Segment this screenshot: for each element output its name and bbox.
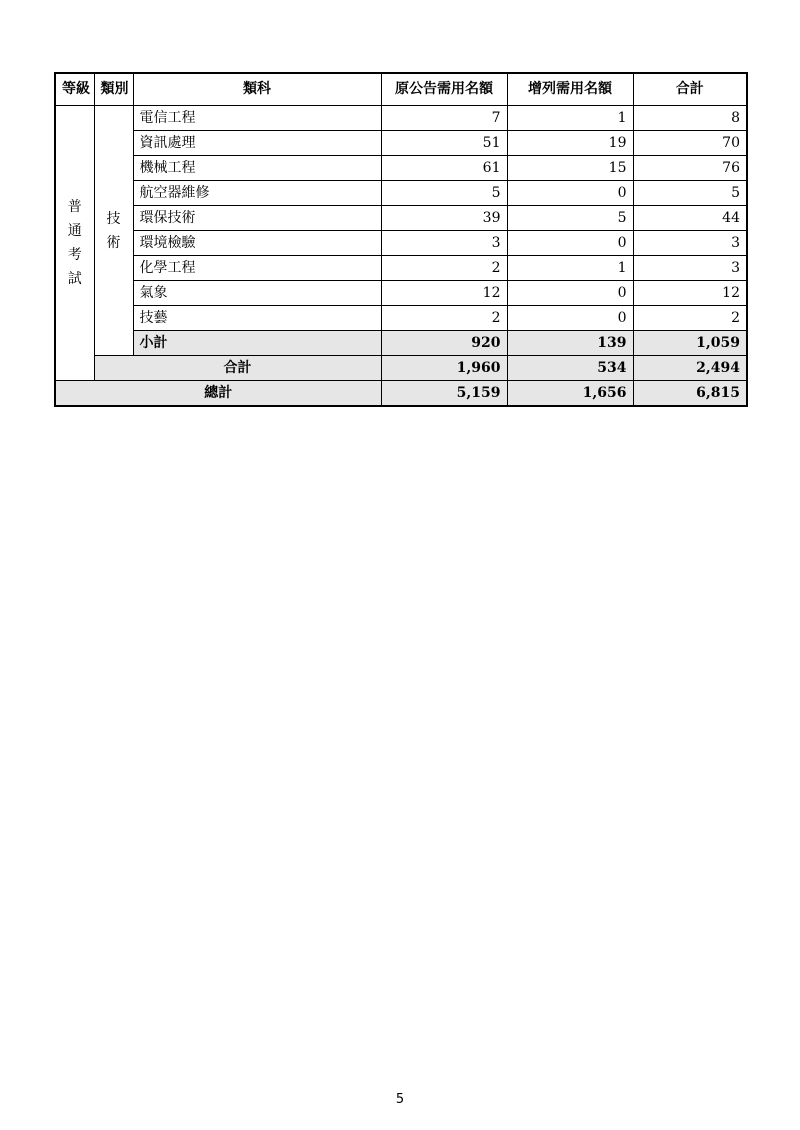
header-row xyxy=(55,73,747,106)
subject-name: 氣象 xyxy=(133,281,381,306)
subject-name: 資訊處理 xyxy=(133,131,381,156)
original-value: 2 xyxy=(381,306,507,331)
subject-name: 技藝 xyxy=(133,306,381,331)
table-row xyxy=(55,256,747,281)
original-value: 5 xyxy=(381,181,507,206)
grand-total-original: 5,159 xyxy=(381,381,507,407)
table-row xyxy=(55,281,747,306)
header-added-quota: 增列需用名額 xyxy=(507,73,633,106)
total-value: 12 xyxy=(633,281,747,306)
original-value: 2 xyxy=(381,256,507,281)
added-value: 0 xyxy=(507,306,633,331)
header-subject: 類科 xyxy=(133,73,381,106)
sum-added: 534 xyxy=(507,356,633,381)
total-value: 3 xyxy=(633,256,747,281)
added-value: 5 xyxy=(507,206,633,231)
grand-total-label: 總計 xyxy=(55,381,381,407)
table-row xyxy=(55,106,747,131)
subject-name: 機械工程 xyxy=(133,156,381,181)
table-row xyxy=(55,181,747,206)
subtotal-row xyxy=(55,331,747,356)
grand-total-total: 6,815 xyxy=(633,381,747,407)
subtotal-original: 920 xyxy=(381,331,507,356)
table-row xyxy=(55,206,747,231)
original-value: 7 xyxy=(381,106,507,131)
subject-name: 環保技術 xyxy=(133,206,381,231)
table-row xyxy=(55,156,747,181)
total-value: 3 xyxy=(633,231,747,256)
total-value: 8 xyxy=(633,106,747,131)
original-value: 12 xyxy=(381,281,507,306)
table-row xyxy=(55,131,747,156)
table-row xyxy=(55,231,747,256)
original-value: 61 xyxy=(381,156,507,181)
sum-label: 合計 xyxy=(94,356,381,381)
grade-cell: 普 通 考 試 xyxy=(55,106,94,381)
added-value: 1 xyxy=(507,256,633,281)
subject-name: 化學工程 xyxy=(133,256,381,281)
page-number: 5 xyxy=(395,1092,405,1107)
subject-name: 環境檢驗 xyxy=(133,231,381,256)
header-grade: 等級 xyxy=(55,73,94,106)
subject-name: 航空器維修 xyxy=(133,181,381,206)
category-cell: 技 術 xyxy=(94,106,133,356)
header-total: 合計 xyxy=(633,73,747,106)
original-value: 39 xyxy=(381,206,507,231)
grand-total-row xyxy=(55,381,747,407)
sum-original: 1,960 xyxy=(381,356,507,381)
added-value: 1 xyxy=(507,106,633,131)
total-value: 70 xyxy=(633,131,747,156)
total-value: 76 xyxy=(633,156,747,181)
subtotal-added: 139 xyxy=(507,331,633,356)
table-row xyxy=(55,306,747,331)
added-value: 0 xyxy=(507,231,633,256)
added-value: 19 xyxy=(507,131,633,156)
added-value: 15 xyxy=(507,156,633,181)
original-value: 51 xyxy=(381,131,507,156)
quota-table xyxy=(54,72,748,407)
subtotal-label: 小計 xyxy=(133,331,381,356)
header-original-quota: 原公告需用名額 xyxy=(381,73,507,106)
sum-row xyxy=(55,356,747,381)
total-value: 5 xyxy=(633,181,747,206)
subtotal-total: 1,059 xyxy=(633,331,747,356)
sum-total: 2,494 xyxy=(633,356,747,381)
added-value: 0 xyxy=(507,281,633,306)
header-category: 類別 xyxy=(94,73,133,106)
total-value: 2 xyxy=(633,306,747,331)
grand-total-added: 1,656 xyxy=(507,381,633,407)
subject-name: 電信工程 xyxy=(133,106,381,131)
total-value: 44 xyxy=(633,206,747,231)
added-value: 0 xyxy=(507,181,633,206)
original-value: 3 xyxy=(381,231,507,256)
